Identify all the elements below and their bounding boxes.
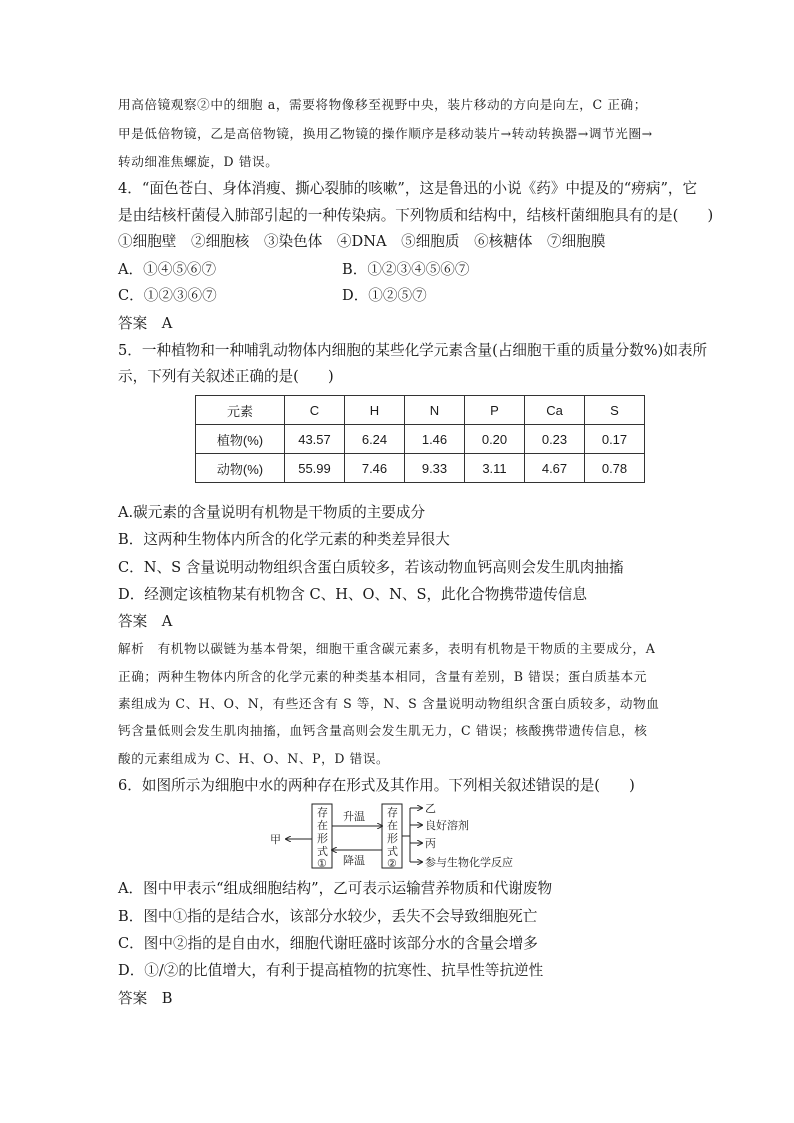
question-4-stem: 4．“面色苍白、身体消瘦、撕心裂肺的咳嗽”，这是鲁迅的小说《药》中提及的“痨病”，它 [118, 180, 698, 197]
box2-char: ② [387, 857, 397, 870]
output-good-solvent: 良好溶剂 [425, 819, 469, 832]
table-header-cell: P [465, 396, 525, 425]
question-4-option-c: C．①②③⑥⑦ [118, 287, 217, 304]
box2-char: 形 [387, 832, 398, 845]
label-heating: 升温 [343, 810, 365, 823]
table-cell: 0.78 [585, 454, 645, 483]
explanation-line: 甲是低倍物镜，乙是高倍物镜，换用乙物镜的操作顺序是移动装片→转动转换器→调节光圈→ [118, 126, 653, 141]
box2-char: 在 [387, 819, 398, 832]
question-5-stem: 5．一种植物和一种哺乳动物体内细胞的某些化学元素含量(占细胞干重的质量分数%)如表所 [118, 342, 708, 359]
question-6-option-c: C．图中②指的是自由水，细胞代谢旺盛时该部分水的含量会增多 [118, 935, 538, 952]
question-6-answer: 答案 B [118, 990, 173, 1007]
box1-char: ① [317, 857, 327, 870]
table-cell: 55.99 [285, 454, 345, 483]
question-4-stem: 是由结核杆菌侵入肺部引起的一种传染病。下列物质和结构中，结核杆菌细胞具有的是( ) [118, 207, 714, 224]
question-5-option-b: B．这两种生物体内所含的化学元素的种类差异很大 [118, 531, 450, 548]
question-5-explanation: 素组成为 C、H、O、N，有些还含有 S 等，N、S 含量说明动物组织含蛋白质较多，动物血 [118, 696, 660, 711]
question-4-answer: 答案 A [118, 315, 173, 332]
table-header-cell: S [585, 396, 645, 425]
question-4-option-a: A．①④⑤⑥⑦ [118, 261, 217, 278]
output-biochemical-reaction: 参与生物化学反应 [425, 856, 513, 869]
output-yi: 乙 [425, 802, 436, 815]
table-cell: 植物(%) [196, 425, 285, 454]
box1-char: 存 [317, 806, 328, 819]
table-header-cell: H [345, 396, 405, 425]
table-row [196, 425, 645, 454]
question-6-option-b: B．图中①指的是结合水，该部分水较少，丢失不会导致细胞死亡 [118, 908, 538, 925]
table-cell: 1.46 [405, 425, 465, 454]
table-header-cell: Ca [525, 396, 585, 425]
table-cell: 43.57 [285, 425, 345, 454]
explanation-line: 用高倍镜观察②中的细胞 a，需要将物像移至视野中央，装片移动的方向是向左，C 正确； [118, 97, 647, 112]
question-6-stem: 6．如图所示为细胞中水的两种存在形式及其作用。下列相关叙述错误的是( ) [118, 777, 635, 794]
question-6-option-d: D．①/②的比值增大，有利于提高植物的抗寒性、抗旱性等抗逆性 [118, 962, 544, 979]
question-5-explanation: 正确；两种生物体内所含的化学元素的种类基本相同，含量有差别，B 错误；蛋白质基本元 [118, 669, 648, 684]
box1-char: 式 [317, 845, 328, 858]
table-cell: 0.23 [525, 425, 585, 454]
water-forms-diagram [268, 800, 528, 872]
box2-char: 存 [387, 806, 398, 819]
question-5-explanation: 钙含量低则会发生肌肉抽搐，血钙含量高则会发生肌无力，C 错误；核酸携带遗传信息，核 [118, 723, 648, 738]
question-5-option-c: C．N、S 含量说明动物组织含蛋白质较多，若该动物血钙高则会发生肌肉抽搐 [118, 559, 624, 576]
output-bing: 丙 [425, 837, 436, 850]
label-cooling: 降温 [343, 854, 365, 867]
question-5-answer: 答案 A [118, 613, 173, 630]
question-5-explanation: 酸的元素组成为 C、H、O、N、P，D 错误。 [118, 751, 390, 766]
table-cell: 9.33 [405, 454, 465, 483]
table-cell: 3.11 [465, 454, 525, 483]
table-header-cell: N [405, 396, 465, 425]
diagram-label-jia: 甲 [270, 833, 281, 846]
question-5-stem: 示，下列有关叙述正确的是( ) [118, 368, 334, 385]
table-cell: 0.17 [585, 425, 645, 454]
box1-char: 形 [317, 832, 328, 845]
box2-char: 式 [387, 845, 398, 858]
table-header-row [196, 396, 645, 425]
question-4-option-d: D．①②⑤⑦ [342, 287, 427, 304]
table-header-cell: 元素 [196, 396, 285, 425]
question-4-option-b: B．①②③④⑤⑥⑦ [342, 261, 470, 278]
element-content-table [195, 395, 645, 483]
table-cell: 4.67 [525, 454, 585, 483]
question-4-items: ①细胞壁 ②细胞核 ③染色体 ④DNA ⑤细胞质 ⑥核糖体 ⑦细胞膜 [118, 233, 606, 250]
box1-char: 在 [317, 819, 328, 832]
explanation-line: 转动细准焦螺旋，D 错误。 [118, 154, 279, 169]
question-5-option-a: A.碳元素的含量说明有机物是干物质的主要成分 [118, 504, 426, 521]
question-5-option-d: D．经测定该植物某有机物含 C、H、O、N、S，此化合物携带遗传信息 [118, 586, 587, 603]
table-header-cell: C [285, 396, 345, 425]
table-cell: 动物(%) [196, 454, 285, 483]
table-cell: 6.24 [345, 425, 405, 454]
question-5-explanation: 解析 有机物以碳链为基本骨架，细胞干重含碳元素多，表明有机物是干物质的主要成分，A [118, 641, 656, 656]
table-cell: 0.20 [465, 425, 525, 454]
question-6-option-a: A．图中甲表示“组成细胞结构”，乙可表示运输营养物质和代谢废物 [118, 880, 553, 897]
table-cell: 7.46 [345, 454, 405, 483]
table-row [196, 454, 645, 483]
